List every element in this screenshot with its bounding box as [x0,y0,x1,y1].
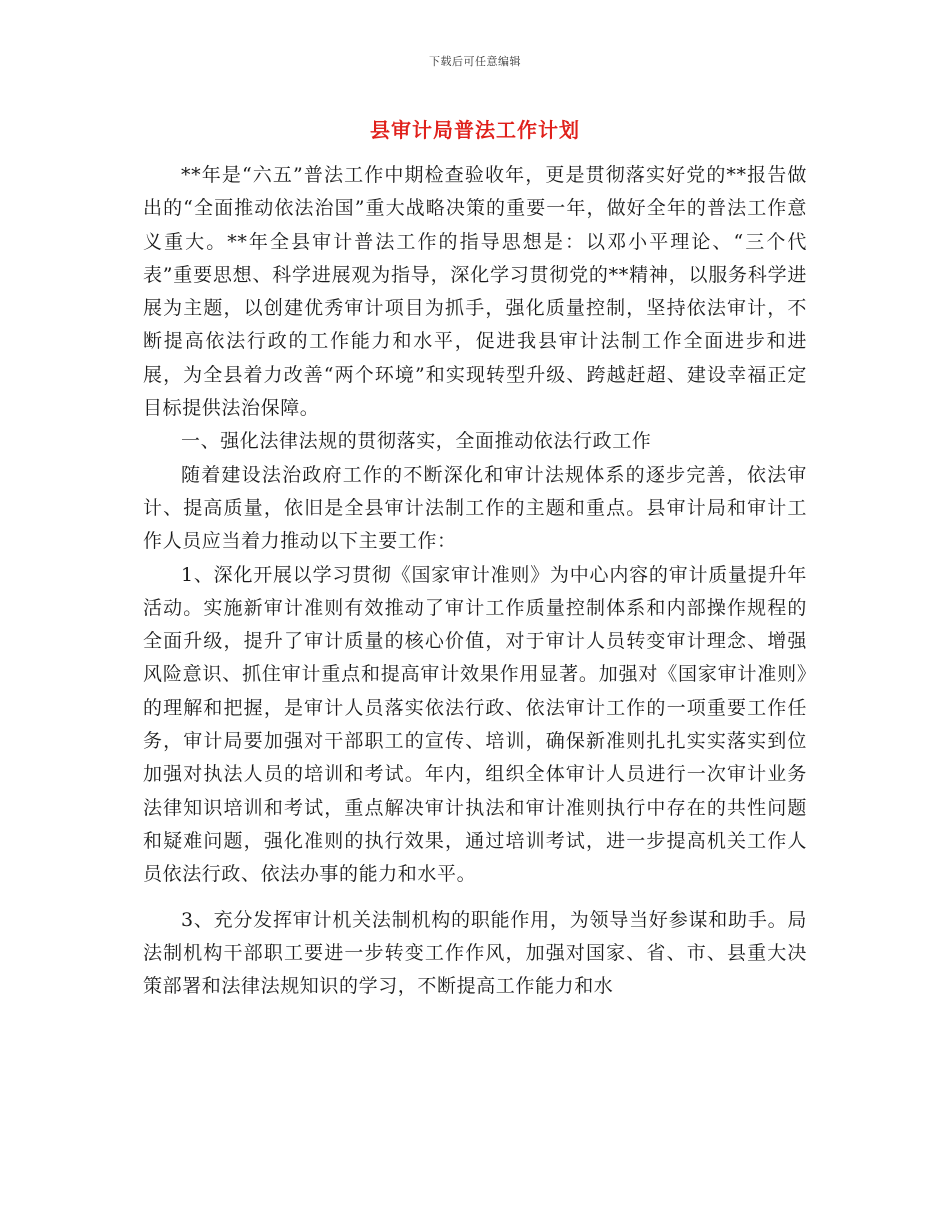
paragraph-section-intro: 随着建设法治政府工作的不断深化和审计法规体系的逐步完善，依法审计、提高质量，依旧是全县审计法制工作的主题和重点。县审计局和审计工作人员应当着力推动以下主要工作： [143,463,807,553]
document-body [143,159,807,1003]
document-title: 县审计局普法工作计划 [370,118,580,142]
paragraph-item-3: 3、充分发挥审计机关法制机构的职能作用，为领导当好参谋和助手。局法制机构干部职工要进一步转变工作作风，加强对国家、省、市、县重大决策部署和法律法规知识的学习，不断提高工作能力和水 [143,908,807,998]
page-header-note: 下载后可任意编辑 [429,55,521,68]
paragraph-item-1: 1、深化开展以学习贯彻《国家审计准则》为中心内容的审计质量提升年活动。实施新审计准则有效推动了审计工作质量控制体系和内部操作规程的全面升级，提升了审计质量的核心价值，对于审计人员转变审计理念、增强风险意识、抓住审计重点和提高审计效果作用显著。加强对《国家审计准则》的理解和把握，是审计人员落实依法行政、依法审计工作的一项重要工作任务，审计局要加强对干部职工的宣传、培训，确保新准则扎扎实实落实到位加强对执法人员的培训和考试。年内，组织全体审计人员进行一次审计业务法律知识培训和考试，重点解决审计执法和审计准则执行中存在的共性问题和疑难问题，强化准则的执行效果，通过培训考试，进一步提高机关工作人员依法行政、依法办事的能力和水平。 [143,563,807,886]
section-heading-1: 一、强化法律法规的贯彻落实，全面推动依法行政工作 [181,430,652,453]
paragraph-guiding-ideology: **年是“六五”普法工作中期检查验收年，更是贯彻落实好党的**报告做出的“全面推动依法治国”重大战略决策的重要一年，做好全年的普法工作意义重大。**年全县审计普法工作的指导思想是：以邓小平理论、“三个代表”重要思想、科学进展观为指导，深化学习贯彻党的**精神，以服务科学进展为主题，以创建优秀审计项目为抓手，强化质量控制，坚持依法审计，不断提高依法行政的工作能力和水平，促进我县审计法制工作全面进步和进展，为全县着力改善“两个环境”和实现转型升级、跨越赶超、建设幸福正定目标提供法治保障。 [143,164,807,420]
